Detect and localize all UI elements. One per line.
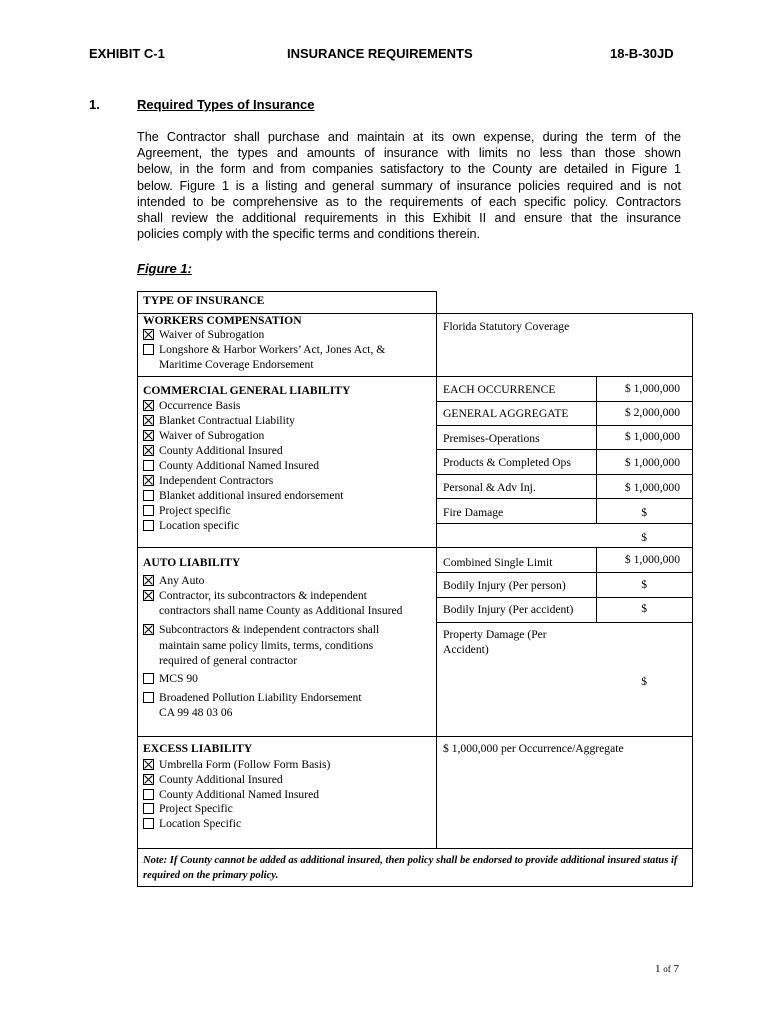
limit-label: Bodily Injury (Per person) (443, 579, 566, 592)
limit-row-line (436, 622, 693, 623)
document-title: INSURANCE REQUIREMENTS (287, 46, 473, 61)
limit-value: $ (641, 675, 647, 688)
option-label: County Additional Named Insured (159, 459, 320, 472)
paragraph-line: The Contractor shall purchase and maintain at its own expense, during the term of the (137, 130, 681, 144)
option-label-continued: contractors shall name County as Additional Insured (159, 604, 403, 617)
option-label-continued: maintain same policy limits, terms, conditions (159, 639, 374, 652)
limit-label: EACH OCCURRENCE (443, 383, 556, 396)
option-label: Blanket additional insured endorsement (159, 489, 344, 502)
limit-row-line (436, 449, 693, 450)
page-total: 7 (673, 963, 679, 975)
limit-row-line (436, 572, 693, 573)
checked-checkbox[interactable] (143, 475, 154, 486)
option-label: Project specific (159, 504, 231, 517)
paragraph-line: below. Figure 1 is a listing and general summary of insurance policies required and is not (137, 178, 681, 193)
checked-checkbox[interactable] (143, 575, 154, 586)
section-title: Required Types of Insurance (137, 97, 315, 112)
row-divider (137, 848, 693, 849)
limit-row-line (436, 597, 693, 598)
limit-value: $ 1,000,000 (624, 456, 680, 469)
unchecked-checkbox[interactable] (143, 803, 154, 814)
section-number: 1. (89, 97, 100, 112)
unchecked-checkbox[interactable] (143, 692, 154, 703)
option-label: Any Auto (159, 574, 205, 587)
option-label: Project Specific (159, 802, 233, 815)
document-code: 18-B-30JD (610, 46, 674, 61)
table-note: Note: If County cannot be added as additional insured, then policy shall be endorsed to provide additional insured status if required on the primary policy. (143, 855, 678, 881)
limit-label: GENERAL AGGREGATE (443, 407, 569, 420)
option-label: Umbrella Form (Follow Form Basis) (159, 758, 331, 771)
checked-checkbox[interactable] (143, 624, 154, 635)
limit-label: Bodily Injury (Per accident) (443, 603, 574, 616)
row-divider (137, 376, 693, 377)
page-number (655, 963, 679, 975)
option-label: Occurrence Basis (159, 399, 241, 412)
option-label: Contractor, its subcontractors & independent (159, 589, 367, 602)
general-liability-title: COMMERCIAL GENERAL LIABILITY (143, 384, 351, 397)
coverage-text: $ 1,000,000 per Occurrence/Aggregate (443, 742, 624, 755)
unchecked-checkbox[interactable] (143, 789, 154, 800)
limit-label-continued: Accident) (443, 643, 489, 656)
excess-liability-title: EXCESS LIABILITY (143, 742, 253, 755)
unchecked-checkbox[interactable] (143, 673, 154, 684)
row-divider (137, 736, 693, 737)
option-label: Longshore & Harbor Workers’ Act, Jones Act, & (159, 343, 386, 356)
option-label: Subcontractors & independent contractors shall (159, 623, 380, 636)
checked-checkbox[interactable] (143, 400, 154, 411)
limit-value: $ 1,000,000 (624, 430, 680, 443)
option-label: Waiver of Subrogation (159, 429, 265, 442)
checked-checkbox[interactable] (143, 590, 154, 601)
unchecked-checkbox[interactable] (143, 520, 154, 531)
type-header: TYPE OF INSURANCE (143, 294, 265, 307)
option-label-continued: required of general contractor (159, 654, 298, 667)
unchecked-checkbox[interactable] (143, 818, 154, 829)
option-label: County Additional Insured (159, 444, 283, 457)
limit-value: $ 1,000,000 (624, 481, 680, 494)
limit-row-line (436, 474, 693, 475)
intro-paragraph (137, 129, 681, 242)
limit-label: Products & Completed Ops (443, 456, 571, 469)
unchecked-checkbox[interactable] (143, 344, 154, 355)
option-label-continued: Maritime Coverage Endorsement (159, 358, 314, 371)
option-label: Independent Contractors (159, 474, 274, 487)
limit-value: $ (641, 531, 647, 544)
checked-checkbox[interactable] (143, 759, 154, 770)
limit-value: $ (641, 602, 647, 615)
row-divider (137, 547, 693, 548)
paragraph-line: shall review the additional requirements in this Exhibit II and ensure that the insurance (137, 211, 681, 226)
exhibit-label: EXHIBIT C-1 (89, 46, 165, 61)
paragraph-line: Agreement, the types and amounts of insurance with limits no less than those shown (137, 146, 681, 161)
option-label: County Additional Insured (159, 773, 283, 786)
option-label: Broadened Pollution Liability Endorsement (159, 691, 362, 704)
checked-checkbox[interactable] (143, 415, 154, 426)
limit-value: $ (641, 506, 647, 519)
limit-label: Combined Single Limit (443, 556, 553, 569)
option-label: County Additional Named Insured (159, 788, 320, 801)
checked-checkbox[interactable] (143, 774, 154, 785)
checked-checkbox[interactable] (143, 430, 154, 441)
page-of: of (663, 964, 671, 974)
paragraph-line: intended to be comprehensive as to the requirements of each specific policy. Contractors (137, 194, 681, 209)
paragraph-line: policies comply with the specific terms and conditions therein. (137, 227, 480, 242)
column-divider (436, 313, 437, 848)
option-label-continued: CA 99 48 03 06 (159, 706, 233, 719)
limit-row-line (436, 425, 693, 426)
limit-label: Personal & Adv Inj. (443, 481, 536, 494)
limit-row-line (436, 498, 693, 499)
workers-comp-title: WORKERS COMPENSATION (143, 314, 302, 327)
auto-liability-title: AUTO LIABILITY (143, 556, 241, 569)
option-label: Blanket Contractual Liability (159, 414, 295, 427)
limit-value: $ 1,000,000 (624, 553, 680, 566)
option-label: Location Specific (159, 817, 242, 830)
checked-checkbox[interactable] (143, 329, 154, 340)
paragraph-line: below, in the form and from companies satisfactory to the County are detailed in Figure 1 (137, 162, 681, 177)
limit-row-line (436, 401, 693, 402)
coverage-text: Florida Statutory Coverage (443, 320, 570, 333)
limit-label: Property Damage (Per (443, 628, 547, 641)
limit-label: Premises-Operations (443, 432, 540, 445)
option-label: Location specific (159, 519, 240, 532)
figure-label: Figure 1: (137, 261, 192, 276)
option-label: MCS 90 (159, 672, 198, 685)
limit-row-line (436, 523, 693, 524)
limit-value: $ 2,000,000 (624, 406, 680, 419)
limit-value: $ 1,000,000 (624, 382, 680, 395)
unchecked-checkbox[interactable] (143, 490, 154, 501)
option-label: Waiver of Subrogation (159, 328, 265, 341)
unchecked-checkbox[interactable] (143, 505, 154, 516)
unchecked-checkbox[interactable] (143, 460, 154, 471)
page-current: 1 (655, 963, 661, 975)
limit-label: Fire Damage (443, 506, 504, 519)
checked-checkbox[interactable] (143, 445, 154, 456)
limit-value: $ (641, 578, 647, 591)
